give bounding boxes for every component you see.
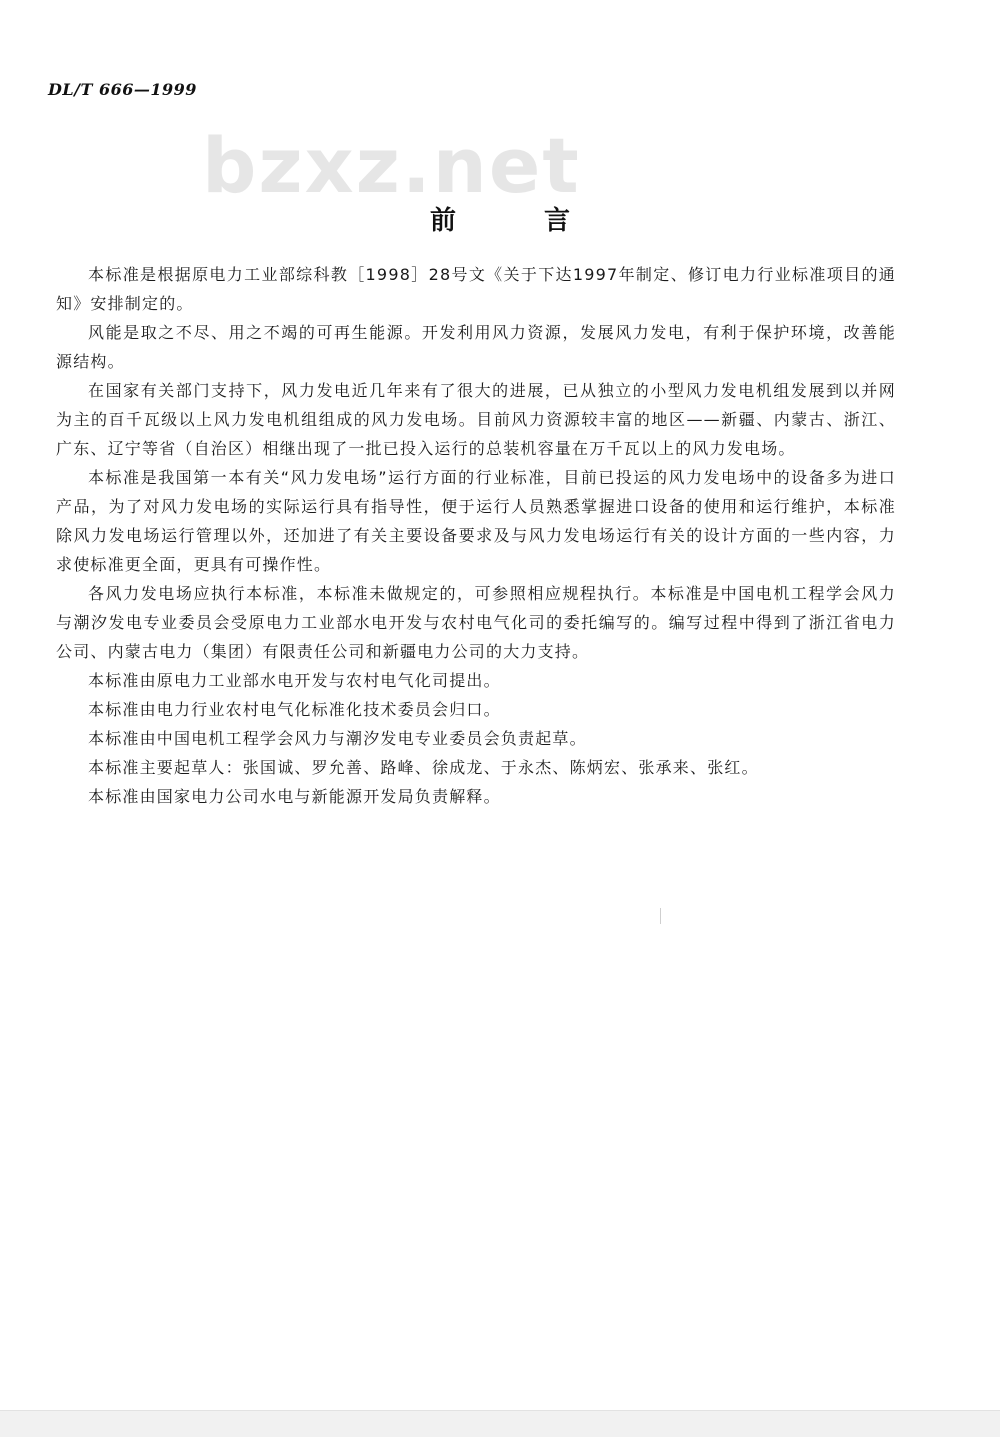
paragraph-1: 本标准是根据原电力工业部综科教［1998］28号文《关于下达1997年制定、修订电力行业标准项目的通知》安排制定的。	[56, 265, 896, 313]
paragraph-10: 本标准由国家电力公司水电与新能源开发局负责解释。	[88, 787, 501, 806]
foreword-body	[56, 260, 896, 811]
paragraph-5: 各风力发电场应执行本标准，本标准未做规定的，可参照相应规程执行。本标准是中国电机工程学会风力与潮汐发电专业委员会受原电力工业部水电开发与农村电气化司的委托编写的。编写过程中得到了浙江省电力公司、内蒙古电力（集团）有限责任公司和新疆电力公司的大力支持。	[56, 584, 896, 661]
paragraph-7: 本标准由电力行业农村电气化标准化技术委员会归口。	[88, 700, 501, 719]
page-title: 前言	[429, 206, 658, 236]
viewer-bottom-strip	[0, 1410, 1000, 1437]
paragraph-6: 本标准由原电力工业部水电开发与农村电气化司提出。	[88, 671, 501, 690]
scan-artifact	[660, 908, 661, 924]
watermark: bzxz.net	[202, 121, 581, 210]
paragraph-3: 在国家有关部门支持下，风力发电近几年来有了很大的进展，已从独立的小型风力发电机组发展到以并网为主的百千瓦级以上风力发电机组组成的风力发电场。目前风力资源较丰富的地区——新疆、内蒙古、浙江、广东、辽宁等省（自治区）相继出现了一批已投入运行的总装机容量在万千瓦以上的风力发电场。	[56, 381, 896, 458]
paragraph-4: 本标准是我国第一本有关“风力发电场”运行方面的行业标准，目前已投运的风力发电场中的设备多为进口产品，为了对风力发电场的实际运行具有指导性，便于运行人员熟悉掌握进口设备的使用和运行维护，本标准除风力发电场运行管理以外，还加进了有关主要设备要求及与风力发电场运行有关的设计方面的一些内容，力求使标准更全面，更具有可操作性。	[56, 468, 896, 574]
document-code: DL/T 666—1999	[48, 80, 197, 99]
paragraph-9: 本标准主要起草人：张国诚、罗允善、路峰、徐成龙、于永杰、陈炳宏、张承来、张红。	[88, 758, 759, 777]
paragraph-8: 本标准由中国电机工程学会风力与潮汐发电专业委员会负责起草。	[88, 729, 587, 748]
paragraph-2: 风能是取之不尽、用之不竭的可再生能源。开发利用风力资源，发展风力发电，有利于保护环境，改善能源结构。	[56, 323, 896, 371]
